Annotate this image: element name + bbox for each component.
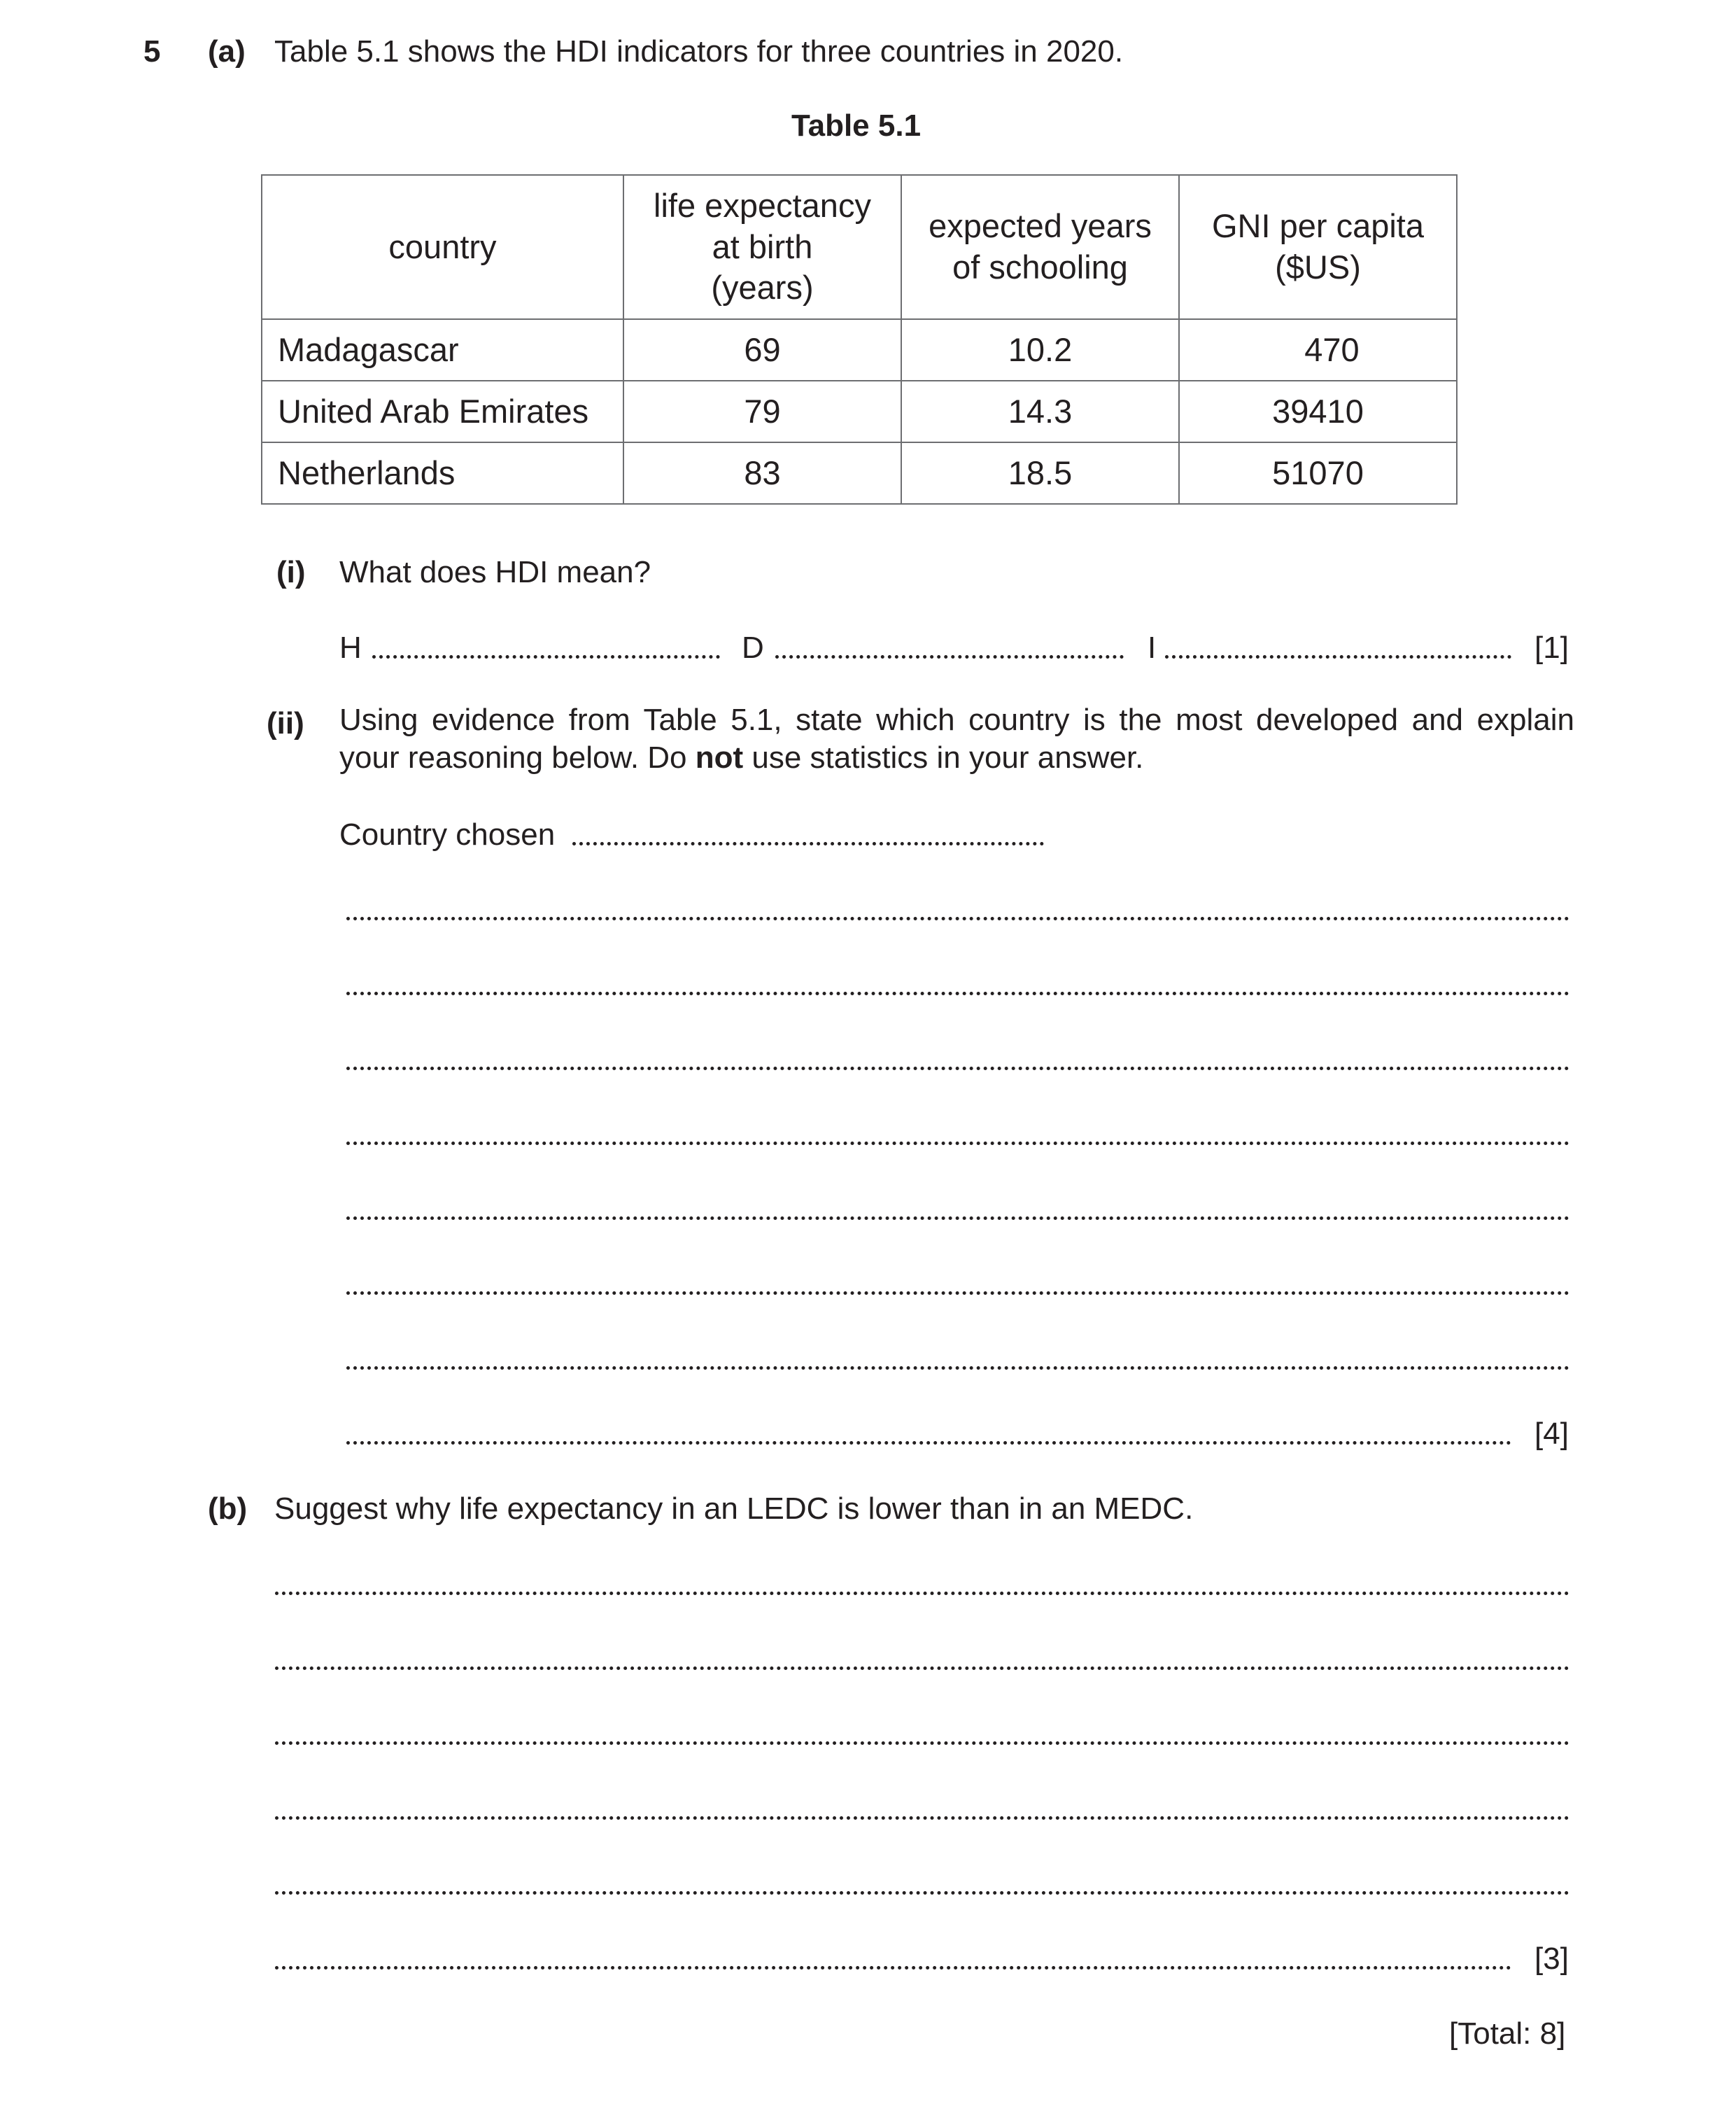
question-number: 5 (143, 34, 161, 69)
cell-life-expectancy: 69 (623, 319, 901, 381)
answer-line[interactable] (346, 917, 1569, 920)
answer-line-d[interactable] (775, 655, 1124, 659)
sub-i-question: What does HDI mean? (339, 555, 651, 589)
answer-line[interactable] (275, 1966, 1511, 1970)
header-line: at birth (712, 227, 813, 265)
answer-line[interactable] (346, 1291, 1569, 1295)
marks-ii: [4] (1534, 1417, 1569, 1451)
cell-life-expectancy: 79 (623, 381, 901, 442)
cell-gni: 51070 (1179, 442, 1457, 504)
answer-line[interactable] (275, 1816, 1569, 1820)
cell-schooling: 10.2 (901, 319, 1179, 381)
answer-line[interactable] (346, 1067, 1569, 1070)
part-b-question: Suggest why life expectancy in an LEDC is lower than in an MEDC. (274, 1491, 1194, 1526)
letter-i: I (1148, 631, 1157, 665)
header-line: life expectancy (654, 186, 871, 224)
answer-line[interactable] (346, 1142, 1569, 1145)
table-row (262, 442, 1457, 504)
header-schooling (901, 175, 1179, 319)
part-b-label: (b) (208, 1491, 248, 1526)
answer-line-i[interactable] (1165, 655, 1511, 659)
sub-ii-text-2: use statistics in your answer. (743, 740, 1144, 775)
header-line: (years) (711, 269, 814, 307)
header-country (262, 175, 623, 319)
header-line: ($US) (1275, 248, 1361, 286)
total-marks: [Total: 8] (1449, 2016, 1566, 2051)
country-chosen-line[interactable] (572, 842, 1044, 845)
cell-life-expectancy: 83 (623, 442, 901, 504)
header-gni (1179, 175, 1457, 319)
sub-ii-question (339, 701, 1574, 777)
table-caption: Table 5.1 (791, 108, 922, 143)
marks-b: [3] (1534, 1942, 1569, 1976)
letter-d: D (742, 631, 764, 665)
sub-i-label: (i) (276, 555, 306, 589)
answer-line[interactable] (346, 1366, 1569, 1370)
answer-line[interactable] (346, 1441, 1511, 1445)
table-header-row (262, 175, 1457, 319)
marks-i: [1] (1534, 631, 1569, 665)
hdi-table (261, 174, 1458, 505)
sub-ii-text-1: Using evidence from Table 5.1, state which country is the most developed and explain your reasoning below. Do (339, 703, 1574, 775)
header-life-expectancy (623, 175, 901, 319)
answer-line[interactable] (346, 992, 1569, 995)
part-a-label: (a) (208, 34, 246, 69)
answer-line[interactable] (346, 1216, 1569, 1220)
sub-ii-label: (ii) (267, 706, 304, 740)
table-row (262, 381, 1457, 442)
part-a-intro: Table 5.1 shows the HDI indicators for three countries in 2020. (274, 34, 1124, 69)
answer-line-h[interactable] (372, 655, 720, 659)
cell-gni: 39410 (1179, 381, 1457, 442)
answer-line[interactable] (275, 1592, 1569, 1595)
answer-line[interactable] (275, 1891, 1569, 1895)
cell-schooling: 14.3 (901, 381, 1179, 442)
header-line: GNI per capita (1211, 207, 1425, 245)
header-line: country (388, 227, 497, 265)
country-chosen-label: Country chosen (339, 817, 556, 852)
letter-h: H (339, 631, 362, 665)
cell-country: United Arab Emirates (262, 381, 623, 442)
sub-ii-bold: not (695, 740, 744, 775)
cell-country: Netherlands (262, 442, 623, 504)
cell-schooling: 18.5 (901, 442, 1179, 504)
header-line: expected years (929, 207, 1152, 245)
answer-line[interactable] (275, 1666, 1569, 1670)
answer-line[interactable] (275, 1741, 1569, 1745)
cell-country: Madagascar (262, 319, 623, 381)
table-row (262, 319, 1457, 381)
header-line: of schooling (952, 248, 1128, 286)
cell-gni: 470 (1179, 319, 1457, 381)
